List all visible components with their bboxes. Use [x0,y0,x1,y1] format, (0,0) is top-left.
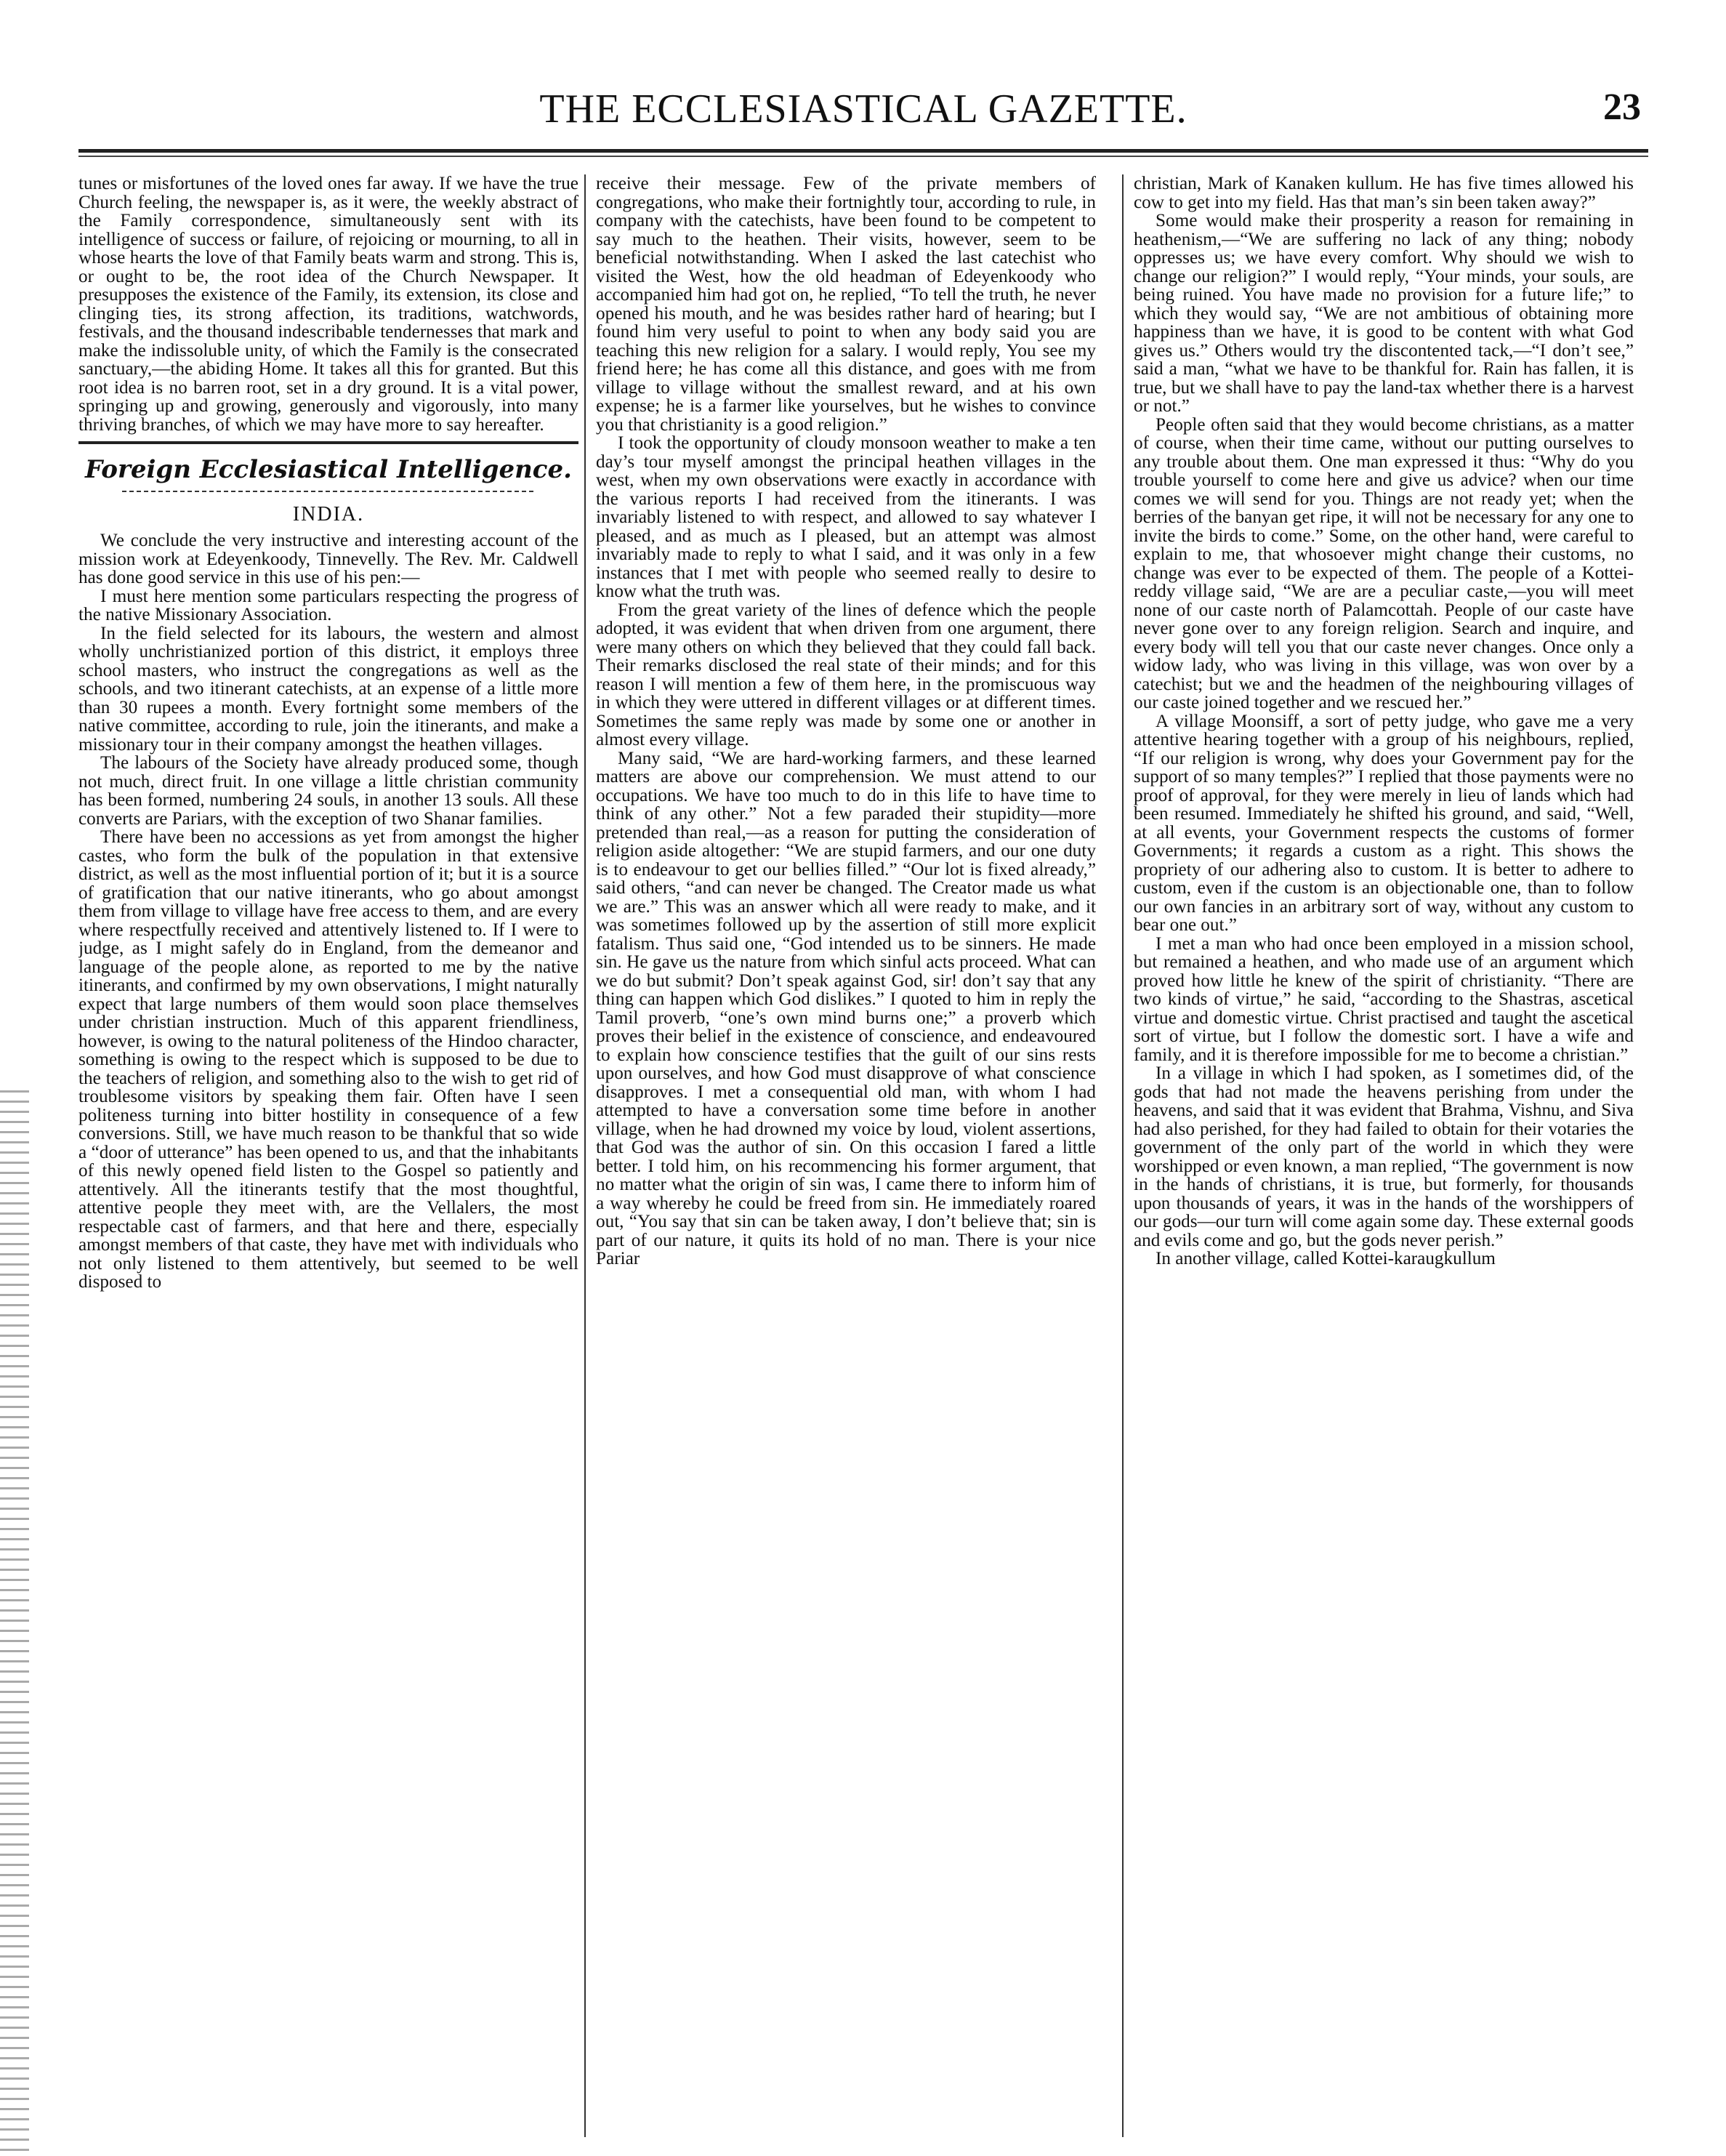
header-rule [78,149,1648,153]
ornamental-divider [122,488,535,495]
article-paragraph: The labours of the Society have already produced some, though not much, direct fruit. In one village a little christian community has been formed, numbering 24 souls, in another 13 souls. All these converts are Pariars, with the exception of two Shanar families. [78,753,578,829]
page-header [78,86,1648,137]
article-paragraph: tunes or misfortunes of the loved ones far away. If we have the true Church feeling, the newspaper is, as it were, the weekly abstract of the Family correspondence, simultaneously sent with its intelligence of success or failure, of rejoicing or mourning, to all in whose hearts the love of that Family beats warm and strong. This is, or ought to be, the root idea of the Church Newspaper. It presupposes the existence of the Family, its extension, its close and clinging ties, its strong affection, its traditions, watchwords, festivals, and the thousand indescribable tendernesses that mark and make the indissoluble unity, of which the Family is the consecrated sanctuary,—the abiding Home. It takes all this for granted. But this root idea is no barren root, set in a dry ground. It is a vital power, springing up and growing, generously and vigorously, into many thriving branches, of which we may have more to say hereafter. [78,174,578,435]
page-number: 23 [1603,87,1641,128]
article-paragraph: A village Moonsiff, a sort of petty judge, who gave me a very attentive hearing together with a group of his neighbours, replied, “If our religion is wrong, why does your Government pay for the support of so many temples?” I replied that those payments were no proof of approval, for they were merely in lieu of lands which had been resumed. Immediately he shifted his ground, and said, “Well, at all events, your Government respects the customs of former Governments; it regards a custom as a right. This shows the propriety of our adhering also to custom. It is better to adhere to custom, even if the custom is an objectionable one, than to follow our own fancies in an arbitrary sort of way, without any custom to bear one out.” [1134,711,1634,935]
column-1 [78,174,578,2130]
masthead-title: THE ECCLESIASTICAL GAZETTE. [539,87,1187,132]
article-paragraph: I must here mention some particulars respecting the progress of the native Missionary Association. [78,586,578,624]
article-paragraph: In another village, called Kottei-karaugkullum [1156,1249,1496,1268]
article-paragraph: Some would make their prosperity a reason for remaining in heathenism,—“We are suffering no lack of any thing; nobody oppresses us; we have every comfort. Why should we wish to change our religion?” I would reply, “Your minds, your souls, are being ruined. You have made no provision for a future life;” to which they would say, “We are not ambitious of obtaining more happiness than we have, it is good to be content with what God gives us.” Others would try the discontented tack,—“I don’t see,” said a man, “what we have to be thankful for. Rain has fallen, it is true, but we shall have to pay the land-tax whether there is a harvest or not.” [1134,211,1634,416]
article-paragraph: Many said, “We are hard-working farmers, and these learned matters are above our comprehension. We must attend to our occupations. We have too much to do in this life to have time to think of any other.” Not a few paraded their stupidity—more pretended than real,—as a reason for putting the consideration of religion aside altogether: “We are stupid farmers, and our one duty is to endeavour to get our bellies filled.” “Our lot is fixed already,” said others, “and can never be changed. The Creator made us what we are.” This was an answer which all were ready to make, and it was sometimes followed up by the assertion of still more explicit fatalism. Thus said one, “God intended us to be sinners. He made sin. He gave us the nature from which sinful acts proceed. What can we do but submit? Don’t speak against God, sir! don’t say that any thing can happen which God dislikes.” I quoted to him in reply the Tamil proverb, “one’s own mind burns one;” a proverb which proves their belief in the existence of conscience, and endeavoured to explain how conscience testifies that the guilt of our sins rests upon ourselves, and how God must disapprove of what conscience disapproves. I met a consequential old man, with whom I had attempted to have a conversation some time before in another village, when he had drowned my voice by loud, violent assertions, that God was the author of sin. On this occasion I fared a little better. I told him, on his recommencing his former argument, that no matter what the origin of sin was, I came there to inform him of a way whereby he could be freed from sin. He immediately roared out, “You say that sin can be taken away, I don’t believe that; sin is part of our nature, it quits its hold of no man. There is your nice Pariar [596,748,1096,1268]
article-paragraph: We conclude the very instructive and interesting account of the mission work at Edeyenkoody, Tinnevelly. The Rev. Mr. Caldwell has done good service in this use of his pen:— [78,531,578,587]
article-paragraph: People often said that they would become christians, as a matter of course, when their time came, without our putting ourselves to any trouble about them. One man expressed it thus: “Why do you trouble yourself to come here and give us advice? when our time comes we will send for you. Things are not ready yet; when the berries of the banyan get ripe, it will not be necessary for any one to invite the birds to come.” Some, on the other hand, were careful to explain to me, that whosoever might change their customs, no change was ever to be expected of them. The people of a Kottei-reddy village said, “We are are a peculiar caste,—you will meet none of our caste north of Palamcottah. People of our caste have never gone over to any foreign religion. Search and inquire, and every body will tell you that our caste never changes. Once only a widow lady, who was living in this village, was won over by a catechist; but we and the headmen of the neighbouring villages of our caste joined together and we rescued her.” [1134,414,1634,712]
binding-edge-marks [0,1090,29,2156]
article-paragraph: I took the opportunity of cloudy monsoon weather to make a ten day’s tour myself amongst the principal heathen villages in the west, when my own observations were exactly in accordance with the various reports I had received from the itinerants. I was invariably listened to with respect, and allowed to say whatever I pleased, and as much as I pleased, but an attempt was almost invariably made to reply to what I said, and it was only in a few instances that I met with people who seemed really to desire to know what the truth was. [596,433,1096,601]
article-paragraph: In a village in which I had spoken, as I sometimes did, of the gods that had not made the heavens perishing from under the heavens, and said that it was evident that Brahma, Vishnu, and Siva had also perished, for they had failed to obtain for their votaries the government of the only part of the world in which they were worshipped or even known, a man replied, “The government is now in the hands of christians, it is true, but formerly, for thousands upon thousands of years, it was in the hands of the worshippers of our gods—our turn will come again some day. These external goods and evils come and go, but the gods never perish.” [1134,1063,1634,1250]
section-heading: Foreign Ecclesiastical Intelligence. [85,455,572,484]
article-paragraph: receive their message. Few of the private members of congregations, who make their fortnightly tour, according to rule, in company with the catechists, have been found to be competent to say much to the heathen. Their visits, however, seem to be beneficial notwithstanding. When I asked the last catechist who visited the West, how the old headman of Edeyenkoody who accompanied him had got on, he replied, “To tell the truth, he never opened his mouth, and he was besides rather hard of hearing; but I found him very useful to point to when any body said you are teaching this new religion for a salary. I would reply, You see my friend here; he has come all this distance, and goes with me from village to village without the smallest reward, and at his own expense; he is a farmer like yourselves, but he wishes to convince you that christianity is a good religion.” [596,174,1096,435]
column-divider [584,174,586,2137]
column-2 [596,174,1096,2130]
article-paragraph: christian, Mark of Kanaken kullum. He has five times allowed his cow to get into my field. Has that man’s sin been taken away?” [1134,174,1634,212]
header-rule-thin [78,156,1648,157]
column-3 [1134,174,1634,2130]
article-paragraph: In the field selected for its labours, the western and almost wholly unchristianized portion of this district, it employs three school masters, who instruct the congregations as well as the schools, and two itinerant catechists, at an expense of a little more than 30 rupees a month. Every fortnight some members of the native committee, according to rule, join the itinerants, and make a missionary tour in their company amongst the heathen villages. [78,623,578,755]
section-rule [78,441,578,444]
article-paragraph: From the great variety of the lines of defence which the people adopted, it was evident that when driven from one argument, there were many others on which they believed that they could fall back. Their remarks disclosed the real state of their minds; and for this reason I will mention a few of them here, in the promiscuous way in which they were uttered in different villages or at different times. Sometimes the same reply was made by some one or another in almost every village. [596,600,1096,749]
article-paragraph: There have been no accessions as yet from amongst the higher castes, who form the bulk of the population in that extensive district, as well as the most influential portion of it; but it is a source of gratification that our native itinerants, who go about amongst them from village to village have free access to them, and are every where respectfully received and attentively listened to. If I were to judge, as I might safely do in England, from the demeanor and language of the people alone, as reported to me by the native itinerants, and confirmed by my own observations, I might naturally expect that large numbers of them would soon place themselves under christian instruction. Much of this apparent friendliness, however, is owing to the natural politeness of the Hindoo character, something is owing to the respect which is supposed to be due to the teachers of religion, and something also to the wish to get rid of troublesome visitors by speaking them fair. Often have I seen politeness turning into bitter hostility in consequence of a few conversions. Still, we have much reason to be thankful that so wide a “door of utterance” has been opened to us, and that the inhabitants of this newly opened field listen to the Gospel so patiently and attentively. All the itinerants testify that the most thoughtful, attentive people they meet with, are the Vellalers, the most respectable cast of farmers, and that here and there, especially amongst members of that caste, they have met with individuals who not only listened to them attentively, but seemed to be well disposed to [78,827,578,1292]
column-divider [1122,174,1124,2137]
article-paragraph: I met a man who had once been employed in a mission school, but remained a heathen, and who made use of an argument which proved how little he knew of the spirit of christianity. “There are two kinds of virtue,” he said, “according to the Shastras, ascetical virtue and domestic virtue. Christ practised and taught the ascetical sort of virtue, but I follow the domestic sort. I have a wife and family, and it is therefore impossible for me to become a christian.” [1134,933,1634,1065]
subheading-india: INDIA. [292,503,365,526]
